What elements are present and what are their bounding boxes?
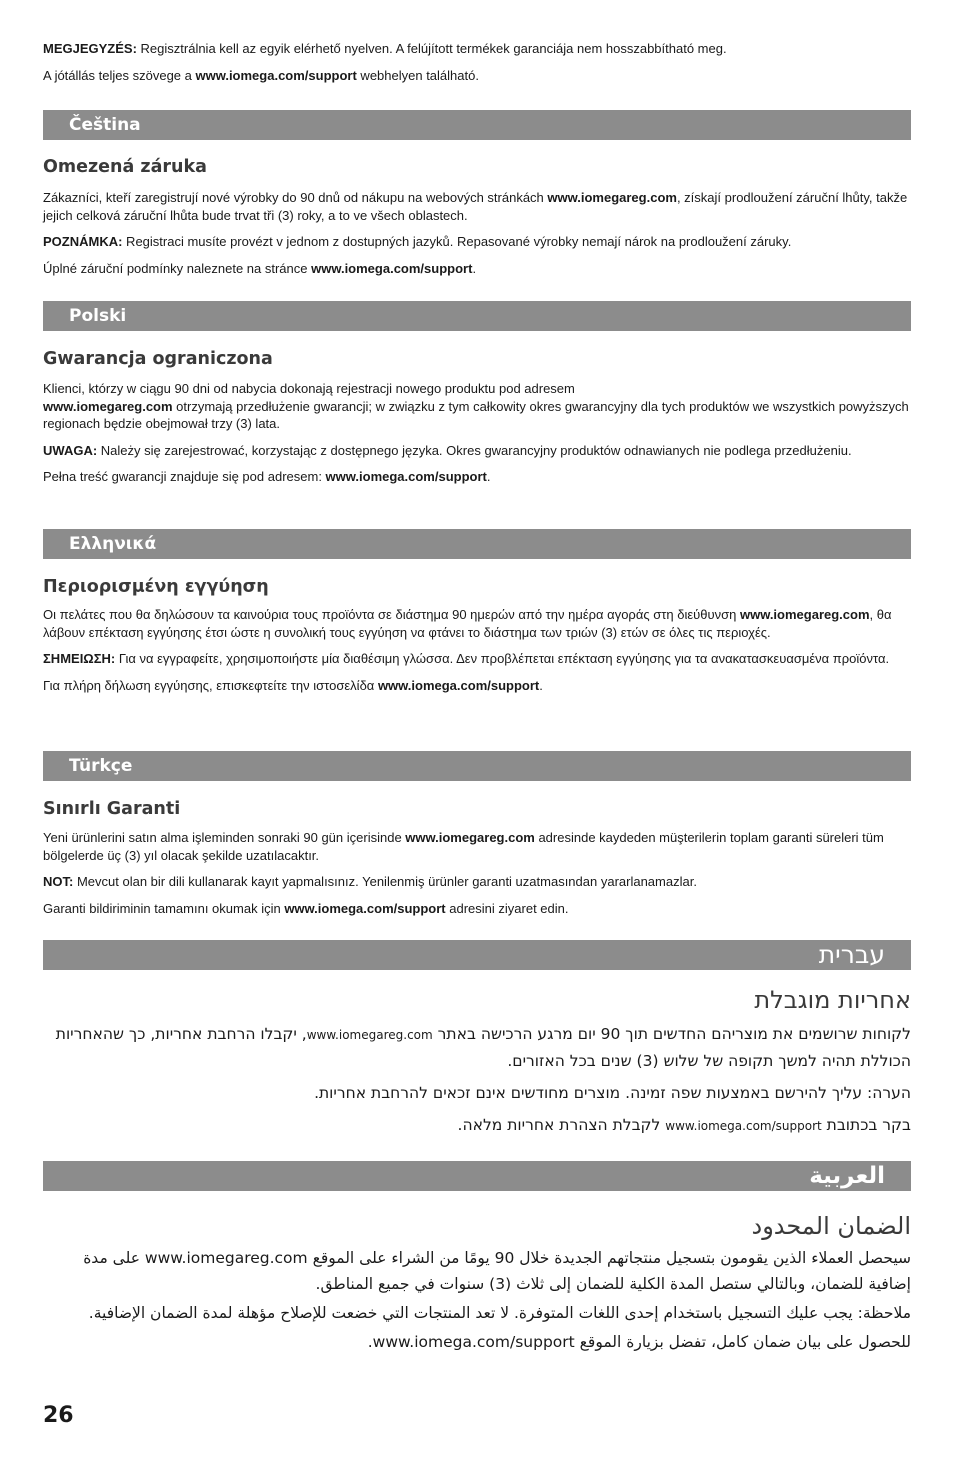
he-full-post: לקבלת הצהרת אחריות מלאה. [457, 1116, 666, 1134]
polish-body [43, 380, 911, 486]
section-bar-arabic [43, 1161, 911, 1191]
he-p1-post: , יקבלו הרחבת אחריות, כך שהאחריות הכוללת תהיה למשך תקופה של שלוש (3) שנים בכל האזורים. [55, 1025, 911, 1070]
hu-full-warranty [43, 67, 911, 85]
gr-full [43, 677, 911, 695]
tr-full [43, 900, 911, 918]
section-bar-czech [43, 110, 911, 140]
tr-reg-link[interactable]: www.iomegareg.com [405, 830, 535, 845]
section-bar-hebrew [43, 940, 911, 970]
pl-note [43, 442, 911, 460]
gr-note [43, 650, 911, 668]
gr-paragraph [43, 606, 911, 641]
section-title-czech: Čeština [69, 115, 141, 135]
pl-support-link[interactable]: www.iomega.com/support [325, 469, 487, 484]
gr-p1-post: , θα λάβουν επέκταση εγγύησης έτσι ώστε η συνολική τους εγγύηση να φτάνει το διάστημα των τριών (3) ετών σε όλες τις περιοχές. [43, 607, 892, 640]
hungarian-tail [43, 40, 911, 84]
pl-full-post: . [486, 469, 491, 484]
hu-note [43, 40, 911, 58]
section-title-arabic: العربية [809, 1163, 885, 1189]
heading-greek: Περιορισμένη εγγύηση [43, 577, 269, 597]
cz-p1-pre: Zákazníci, kteří zaregistrují nové výrobky do 90 dnů od nákupu na webových stránkách [43, 190, 548, 205]
page-number: 26 [43, 1403, 74, 1428]
he-full [43, 1112, 911, 1139]
hu-note-text: Regisztrálnia kell az egyik elérhető nyelven. A felújított termékek garanciája nem hosszabbítható meg. [136, 41, 727, 56]
heading-czech: Omezená záruka [43, 157, 207, 177]
czech-body [43, 189, 911, 277]
hebrew-body [43, 1021, 911, 1139]
he-reg-link[interactable]: www.iomegareg.com [306, 1028, 433, 1042]
pl-full [43, 468, 911, 486]
section-title-polish: Polski [69, 306, 127, 326]
ar-paragraph: سيحصل العملاء الذين يقومون بتسجيل منتجاتهم الجديدة خلال 90 يومًا من الشراء على الموقع www.iomegareg.com على مدة إضافية للضمان، وبالتالي ستصل المدة الكلية للضمان إلى ثلاث (3) سنوات في جميع المناطق. [83, 1249, 911, 1293]
he-full-pre: בקר בכתובת [821, 1116, 911, 1134]
pl-reg-link[interactable]: www.iomegareg.com [43, 398, 173, 414]
gr-note-text: Για να εγγραφείτε, χρησιμοποιήστε μία διαθέσιμη γλώσσα. Δεν προβλέπεται επέκταση εγγύησης για τα ανακατασκευασμένα προϊόντα. [115, 651, 890, 666]
pl-paragraph [43, 380, 911, 433]
heading-arabic: الضمان المحدود [751, 1212, 911, 1240]
gr-note-label: ΣΗΜΕΙΩΣΗ: [43, 651, 116, 666]
greek-body [43, 606, 911, 694]
pl-p1-post: otrzymają przedłużenie gwarancji; w związku z tym całkowity okres gwarancyjny dla tych produktów we wszystkich powyższych regionach będzie obejmował trzy (3) lata. [43, 398, 909, 431]
cz-note [43, 233, 911, 251]
tr-p1-pre: Yeni ürünlerini satın alma işleminden sonraki 90 gün içerisinde [43, 830, 406, 845]
he-note: הערה: עליך להירשם באמצעות שפה זמינה. מוצרים מחודשים אינם זכאים להרחבת אחריות. [314, 1084, 911, 1102]
tr-note [43, 873, 911, 891]
hu-full-post: webhelyen található. [356, 67, 479, 83]
cz-support-link[interactable]: www.iomega.com/support [311, 260, 473, 276]
hu-full-pre: A jótállás teljes szövege a [43, 67, 196, 83]
section-bar-greek [43, 529, 911, 559]
he-p1-pre: לקוחות שרושמים את מוצריהם החדשים תוך 90 יום מרגע הרכישה באתר [432, 1025, 911, 1043]
cz-full-pre: Úplné záruční podmínky naleznete na stránce [43, 260, 312, 276]
pl-note-text: Należy się zarejestrować, korzystając z dostępnego języka. Okres gwarancyjny produktów odnawianych nie podlega przedłużeniu. [97, 442, 852, 458]
cz-p1-post: , získají prodloužení záruční lhůty, takže jejich celková záruční lhůta bude trvat tři (3) roky, a to ve všech oblastech. [43, 190, 908, 223]
gr-full-pre: Για πλήρη δήλωση εγγύησης, επισκεφτείτε την ιστοσελίδα [43, 677, 378, 693]
he-support-link[interactable]: www.iomega.com/support [665, 1119, 822, 1133]
section-title-greek: Ελληνικά [69, 534, 157, 554]
gr-support-link[interactable]: www.iomega.com/support [377, 677, 540, 693]
cz-full [43, 260, 911, 278]
cz-note-text: Registraci musíte provézt v jednom z dostupných jazyků. Repasované výrobky nemají nárok na prodloužení záruky. [122, 234, 792, 249]
pl-full-pre: Pełna treść gwarancji znajduje się pod adresem: [43, 469, 326, 484]
gr-reg-link[interactable]: www.iomegareg.com [739, 607, 870, 622]
gr-full-post: . [539, 677, 543, 693]
tr-note-label: NOT: [43, 874, 74, 889]
tr-full-post: adresini ziyaret edin. [445, 900, 569, 916]
ar-note: ملاحظة: يجب عليك التسجيل باستخدام إحدى اللغات المتوفرة. لا تعد المنتجات التي خضعت للإصلاح مؤهلة لمدة الضمان الإضافية. [88, 1304, 911, 1322]
section-title-turkish: Türkçe [69, 756, 133, 776]
section-bar-polish [43, 301, 911, 331]
cz-paragraph [43, 189, 911, 224]
ar-full: للحصول على بيان ضمان كامل، تفضل بزيارة الموقع www.iomega.com/support. [367, 1333, 911, 1351]
tr-support-link[interactable]: www.iomega.com/support [284, 900, 446, 916]
cz-full-post: . [472, 260, 477, 276]
section-title-hebrew: עברית [818, 940, 885, 969]
tr-paragraph [43, 829, 911, 864]
pl-note-label: UWAGA: [43, 442, 98, 458]
heading-hebrew: אחריות מוגבלת [754, 986, 911, 1014]
turkish-body [43, 829, 911, 917]
pl-p1-pre: Klienci, którzy w ciągu 90 dni od nabycia dokonają rejestracji nowego produktu pod adresem [43, 381, 575, 396]
arabic-body [43, 1245, 911, 1355]
hu-support-link[interactable]: www.iomega.com/support [195, 67, 357, 83]
cz-note-label: POZNÁMKA: [43, 234, 123, 249]
tr-note-text: Mevcut olan bir dili kullanarak kayıt yapmalısınız. Yenilenmiş ürünler garanti uzatmasından yararlanamazlar. [73, 874, 697, 889]
heading-turkish: Sınırlı Garanti [43, 799, 181, 819]
heading-polish: Gwarancja ograniczona [43, 349, 273, 369]
he-paragraph [43, 1021, 911, 1074]
section-bar-turkish [43, 751, 911, 781]
hu-note-label: MEGJEGYZÉS: [43, 41, 137, 56]
tr-p1-post: adresinde kaydeden müşterilerin toplam garanti süreleri tüm bölgelerde üç (3) yıl olacak şekilde uzatılacaktır. [43, 830, 884, 863]
gr-p1-pre: Οι πελάτες που θα δηλώσουν τα καινούρια τους προϊόντα σε διάστημα 90 ημερών από την ημέρα αγοράς στη διεύθυνση [43, 607, 740, 622]
tr-full-pre: Garanti bildiriminin tamamını okumak için [43, 900, 285, 916]
cz-reg-link[interactable]: www.iomegareg.com [547, 190, 677, 205]
